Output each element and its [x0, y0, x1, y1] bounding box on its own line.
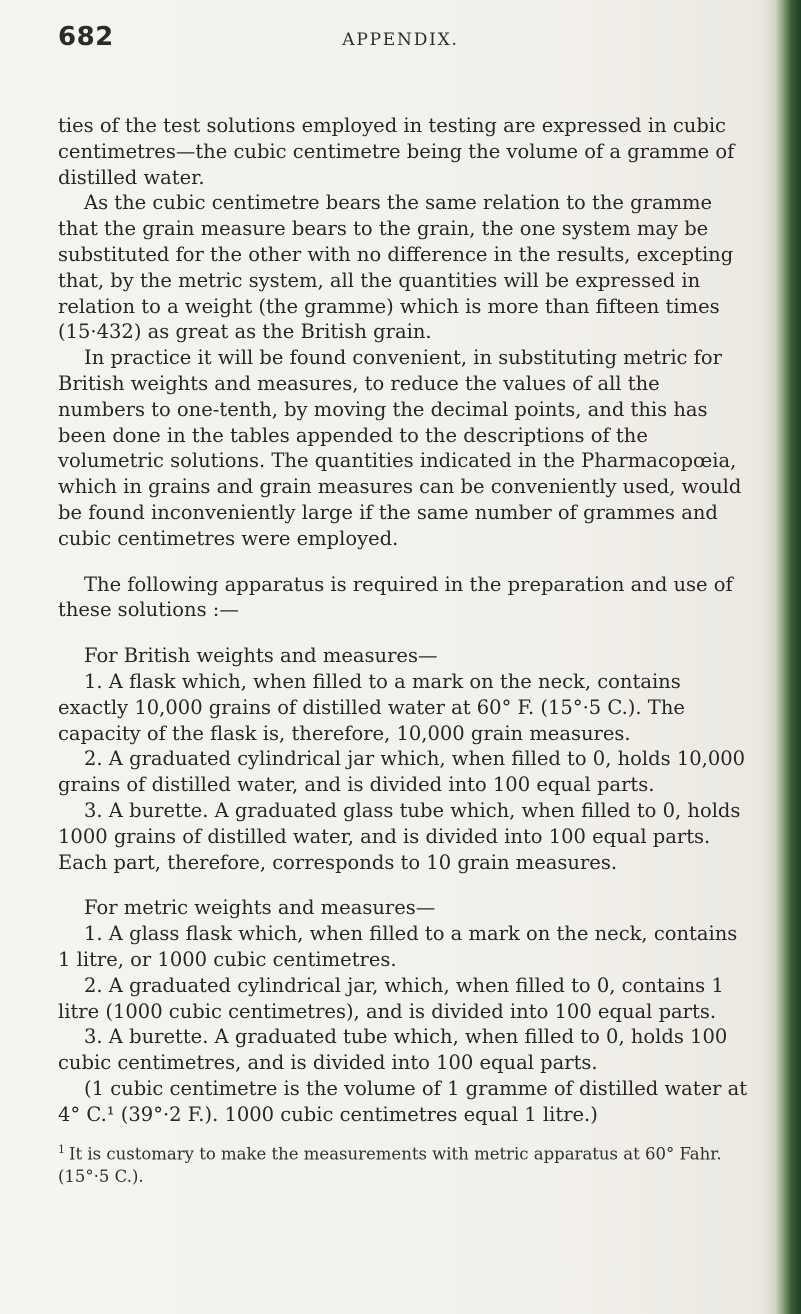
- british-item-3: 3. A burette. A graduated glass tube which, when filled to 0, holds 1000 grains of distilled water, and is divided into 100 equal parts. Each part, therefore, corresponds to 10 grain measures.: [58, 798, 741, 874]
- page-header: [0, 0, 801, 120]
- paragraph-4: The following apparatus is required in the preparation and use of these solutions :—: [58, 572, 733, 622]
- section-british-heading: For British weights and measures—: [84, 644, 438, 668]
- footnote-text: It is customary to make the measurements with metric apparatus at 60° Fahr. (15°·5 C.).: [58, 1144, 722, 1186]
- metric-item-2: 2. A graduated cylindrical jar, which, when filled to 0, contains 1 litre (1000 cubic centimetres), and is divided into 100 equal parts.: [58, 973, 724, 1023]
- page-body: [58, 113, 750, 1188]
- metric-note: (1 cubic centimetre is the volume of 1 gramme of distilled water at 4° C.¹ (39°·2 F.). 1000 cubic centimetres equal 1 litre.): [58, 1076, 748, 1126]
- page-edge: [761, 0, 801, 1314]
- footnote-mark: 1: [58, 1143, 65, 1157]
- paragraph-3: In practice it will be found convenient, in substituting metric for British weights and measures, to reduce the values of all the numbers to one-tenth, by moving the decimal points, and this has been done in the tables appended to the descriptions of the volumetric solutions. The quantities indicated in the Pharmacopœia, which in grains and grain measures can be conveniently used, would be found inconveniently large if the same number of grammes and cubic centimetres were employed.: [58, 346, 742, 550]
- running-head: APPENDIX.: [342, 30, 459, 50]
- british-item-2: 2. A graduated cylindrical jar which, when filled to 0, holds 10,000 grains of distilled water, and is divided into 100 equal parts.: [58, 747, 746, 797]
- section-metric-heading: For metric weights and measures—: [84, 896, 436, 920]
- british-item-1: 1. A flask which, when filled to a mark on the neck, contains exactly 10,000 grains of distilled water at 60° F. (15°·5 C.). The capacity of the flask is, therefore, 10,000 grain measures.: [58, 669, 685, 745]
- metric-item-1: 1. A glass flask which, when filled to a mark on the neck, contains 1 litre, or 1000 cubic centimetres.: [58, 922, 738, 971]
- paragraph-1: ties of the test solutions employed in testing are expressed in cubic centimetres—the cubic centimetre being the volume of a gramme of distilled water.: [58, 114, 735, 189]
- metric-item-3: 3. A burette. A graduated tube which, when filled to 0, holds 100 cubic centimetres, and is divided into 100 equal parts.: [58, 1025, 728, 1075]
- footnote: [58, 1139, 750, 1188]
- paragraph-2: As the cubic centimetre bears the same relation to the gramme that the grain measure bears to the grain, the one system may be substituted for the other with no difference in the results, excepting that, by the metric system, all the quantities will be expressed in relation to a weight (the gramme) which is more than fifteen times (15·432) as great as the British grain.: [58, 191, 734, 344]
- page-number: 682: [58, 22, 114, 52]
